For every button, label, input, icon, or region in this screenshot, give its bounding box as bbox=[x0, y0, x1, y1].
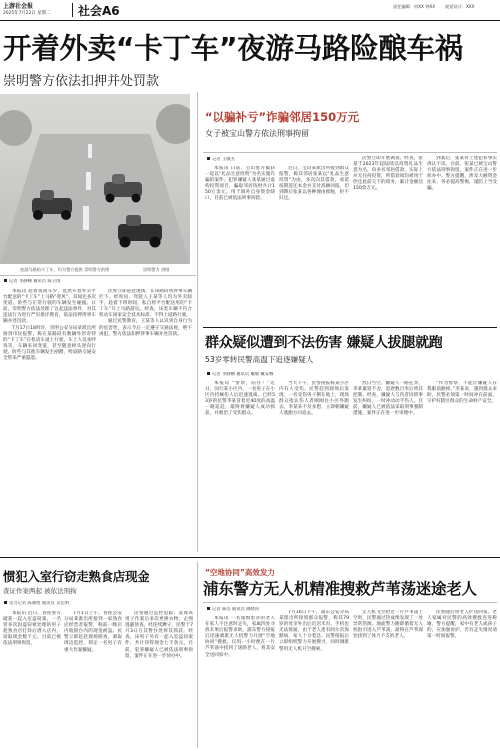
fraud-body-col2 bbox=[279, 166, 349, 324]
group-body-col4 bbox=[427, 381, 497, 505]
fraud-kicker-text: “以骗补亏”诈骗邻居 bbox=[205, 110, 313, 124]
lead-paragraph: 民警立即赶赴现场，在该路段将涉事车辆拦下。经询问，驾驶人王某等人均为外卖骑手，趁着下班时间，私自将平台配送用的“卡丁车”开上马路游玩。经查，该类车辆不符合机动车国家安全技术标准，不得上道路行驶。 bbox=[99, 289, 192, 319]
theft-headline: 惯犯入室行窃走熟食店现金 bbox=[3, 569, 150, 584]
fraud-paragraph: 本报讯 日前，宝山警方破获一起以“礼品生意投资”为名实施诈骗的案件，犯罪嫌疑人张某通过虚构投资项目，骗取邻居钱财共计150万余元，用于填补自身资金缺口，目前已被依法刑事拘留。 bbox=[205, 166, 275, 202]
fraud-body-col1 bbox=[205, 166, 275, 324]
theft-byline-text: 见习记者 陈晓煜 通讯员 吴佳明 bbox=[9, 601, 69, 606]
lead-paragraph: 7月17日18时许，崇明公安分局某派出所接到市民报警，称在某路段有数辆外形奇特的“卡丁车”在机动车道上行驶，车上人员欢呼说笑，车辆来回变道，甚至随意掉头逆向行驶，险些与其他车辆发生剐蹭，给道路交通安全带来严重隐患。 bbox=[3, 325, 96, 362]
group-body-col1 bbox=[205, 381, 275, 505]
drone-paragraph: 无人机飞至附近一片芦苇荡上空时，民警通过热成像发现了一处异常热源。地面警力随即循着无人机指引进入芦苇荡，最终在芦苇深处找到了体力不支的老人。 bbox=[353, 610, 423, 640]
lead-headline: 开着外卖“卡丁车”夜游马路险酿车祸 bbox=[3, 33, 463, 65]
drone-paragraph: 民警随后将老人护送回家。老人家属对民警的高效搜救连连称谢。警方提醒，家中有老人或孩子的，应加强看护，若有走失情况请第一时间报警。 bbox=[427, 610, 497, 640]
lead-photo bbox=[0, 94, 190, 264]
theft-byline bbox=[4, 601, 134, 607]
section-divider bbox=[72, 3, 73, 17]
theft-subhead: 查证作案两起 被依法刑拘 bbox=[3, 587, 77, 595]
drone-paragraph: 本报讯 一名谨慎患者的老人在家人不注意时走失，家属四处寻找未果后报警求助。浦东警方接报后迅速调派无人机警力开展“空地协同”搜救，仅用一小时便在一片芦苇荡中找到了迷路老人，将其安全送回家中。 bbox=[205, 616, 275, 658]
group-byline bbox=[207, 372, 307, 378]
fraud-head-rule bbox=[203, 152, 497, 153]
fraud-kicker bbox=[205, 109, 359, 125]
paper-name: 上游社会报 bbox=[3, 3, 34, 10]
lead-body-col1 bbox=[3, 289, 96, 554]
byline-marker bbox=[207, 607, 210, 610]
theft-body-col3 bbox=[125, 611, 193, 749]
fraud-paragraph: 到案后，张某对上述犯罪事实供认不讳。目前，张某已被宝山警方依法刑事拘留，案件正在进一步侦办中。警方提醒，涉及大额资金往来，务必提高警惕，谨防上当受骗。 bbox=[427, 156, 497, 192]
lead-photo-caption-right: 崇明警方 供图 bbox=[143, 267, 170, 272]
drone-body-col3 bbox=[353, 610, 423, 749]
theft-paragraph: 民警通过监控追踪，发现该男子作案后多次更换衣物，企图逃避侦查。经连续蹲守，民警于7月3日在其暂住处将其抓获。经查，该男子另有一起入室盗窃案件，共计窃得现金七千余元。目前，犯罪嫌疑人已被依法刑事拘留，案件正在进一步侦办中。 bbox=[125, 611, 193, 659]
fraud-kicker-amount: 150万元 bbox=[312, 110, 360, 124]
drone-body-col4 bbox=[427, 610, 497, 749]
fraud-paragraph: 民警立即开展调查。经查，张某于2023年起陆续以投资礼品生意为名，向多名邻居借款，实际上并无任何投资，所借款项均被用于偿还此前欠下的债务，累计金额达150余万元。 bbox=[353, 156, 423, 192]
theft-body-col1 bbox=[3, 611, 61, 749]
fraud-byline-text: 记者 王敏杰 bbox=[212, 157, 235, 162]
drone-body-col1 bbox=[205, 616, 275, 749]
lead-photo-rule bbox=[0, 275, 196, 276]
group-body-col3 bbox=[353, 381, 423, 505]
drone-headline: 浦东警方无人机精准搜救芦苇荡迷途老人 bbox=[203, 580, 477, 598]
byline-marker bbox=[207, 372, 210, 375]
editor-label: 责任编辑：何XX 钟XX bbox=[393, 4, 436, 9]
theft-body-col2 bbox=[64, 611, 122, 749]
lead-paragraph: 本报讯 趁着夜间车少，竟然开着外卖平台配送的“卡丁车”上马路“兜风”，其间还多次变道、险些与正常行驶的车辆发生碰撞。日前，崇明警方依法处理了这起违法事件，对其违法行为进行严厉批评教育，依法扣押涉事车辆并处罚款。 bbox=[3, 289, 96, 325]
lead-byline bbox=[4, 279, 194, 285]
group-paragraph: 当天下午，民警接报称某小区内有人受伤。民警赶到现场后发现，一名受伤男子倒在地上，现场群众指认伤人者刚刚往小区外跑去。李某来不及多想，立即朝嫌疑人逃跑方向追去。 bbox=[279, 381, 349, 417]
theft-paragraph: 7月1日上午，普陀公安分局某派出所接到一家熟食店经营者报警，称前一晚店内收银台内的现金被盗。民警立即赶赴现场勘查，调取周边监控，锁定一名男子有重大作案嫌疑。 bbox=[64, 611, 122, 653]
issue-date: 2025年7月22日 星期二 bbox=[3, 11, 51, 16]
masthead bbox=[0, 0, 500, 22]
fraud-subhead: 女子被宝山警方依法刑事拘留 bbox=[205, 129, 309, 138]
section-label: 社会A6 bbox=[78, 4, 120, 18]
karts-on-road-photo bbox=[0, 94, 190, 264]
fraud-byline bbox=[207, 157, 297, 163]
drone-byline-text: 记者 陈浩 通讯员 陶晓涛 bbox=[212, 607, 260, 612]
group-paragraph: 本报讯 “警察，站住！”近日，闵行某小区内，一名男子在小区内持械伤人后迅速逃离，已经53岁的民警李某冒着近40度的高温一路追赶，最终将嫌疑人成功抓获，并救治了受伤群众。 bbox=[205, 381, 275, 417]
lead-subhead: 崇明警方依法扣押并处罚款 bbox=[3, 74, 160, 89]
fraud-paragraph: 近日，宝山某派出所接到群众报警，称其邻居张某以“礼品生意投资”为由，多次向其借款，承诺按期返还本金并支付高额回报，但到期后张某以各种理由推脱，拒不归还。 bbox=[279, 166, 349, 202]
byline-marker bbox=[4, 279, 7, 282]
column-rule bbox=[197, 562, 198, 748]
byline-marker bbox=[4, 601, 7, 604]
group-subhead: 53岁零转民警高温下追逐嫌疑人 bbox=[205, 355, 314, 364]
group-body-col2 bbox=[279, 381, 349, 505]
lead-byline-text: 记者 李静娴 通讯员 陈卫国 bbox=[9, 279, 61, 284]
fraud-body-col4 bbox=[427, 156, 497, 324]
drone-body-col2 bbox=[279, 610, 349, 749]
masthead-rule bbox=[0, 20, 500, 21]
drone-head-rule bbox=[203, 602, 497, 603]
group-paragraph: 烈日当空，嫌疑人一路狂奔，李某紧追不舍，追逐数百米后将其控制。经查，嫌疑人与伤者因琐事发生纠纷，一时冲动动手伤人。目前，嫌疑人已被依法采取刑事强制措施，案件正在进一步审理中。 bbox=[353, 381, 423, 417]
group-byline-text: 记者 李静娴 通讯员 戴敏 戴安娜 bbox=[212, 372, 274, 377]
lead-body-col2 bbox=[99, 289, 192, 554]
column-rule bbox=[197, 92, 198, 552]
group-headline: 群众疑似遭到不法伤害 嫌疑人拔腿就跑 bbox=[205, 335, 443, 351]
drone-paragraph: 7月16日下午，浦东公安分局某派出所接到群众报警，称其79岁的母亲外出后迟迟未归，手机也无法接通。由于老人患有阿尔茨海默病，家人十分着急。民警接报后立即组织警力开展搜寻，同时调派警用无人机升空搜索。 bbox=[279, 610, 349, 652]
section-divider-rule bbox=[203, 327, 497, 328]
lead-photo-caption-left: 夜游马路的卡丁车，均为警方提供 崇明警方供图 bbox=[20, 267, 110, 272]
lower-divider-rule bbox=[0, 557, 500, 558]
fraud-body-col3 bbox=[353, 156, 423, 324]
group-paragraph: “作为警察，不能让嫌疑人在我眼前跑掉。”李某说，遇到群众求助，民警必须第一时间冲在前面，守护好辖区群众的生命财产安全。 bbox=[427, 381, 497, 405]
theft-paragraph: 本报讯 近日，普陀警方破获一起入室盗窃案，一名曾多次因盗窃被处理的男子趁熟食店打烊后潜入店内，窃取现金数千元，目前已被依法刑事拘留。 bbox=[3, 611, 61, 647]
lead-paragraph: 通过民警教育，王某等人认识到自身行为的危害性，表示今后一定遵守交通法规，绝不再犯。警方依法扣押涉事车辆并处罚款。 bbox=[99, 319, 192, 337]
byline-marker bbox=[207, 157, 210, 160]
drone-kicker: “空地协同”高效发力 bbox=[205, 568, 275, 577]
designer-label: 视觉设计：XXX bbox=[445, 4, 475, 9]
